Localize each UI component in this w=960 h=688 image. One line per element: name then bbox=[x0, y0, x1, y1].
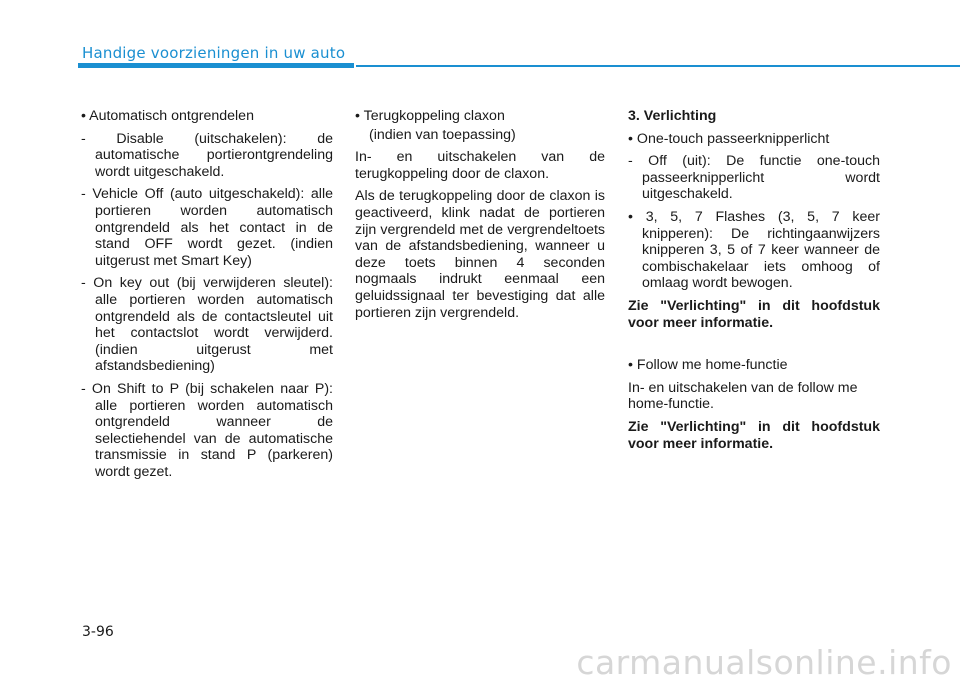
bullet-follow-me-home: • Follow me home-functie bbox=[628, 357, 788, 374]
header-rule bbox=[356, 65, 960, 67]
list-item: - Off (uit): De functie one-touch passeerknipperlicht wordt uitgeschakeld. bbox=[628, 153, 880, 203]
paragraph: Als de terugkoppeling door de claxon is geactiveerd, klink nadat de portieren zijn vergrendeld met de vergrendeltoets van de afstandsbediening, wanneer u deze toets binnen 4 seconden nogmaals indrukt eenmaal een geluidssignaal ter bevestiging dat alle portieren zijn vergrendeld. bbox=[355, 188, 605, 321]
list-item: - On Shift to P (bij schakelen naar P): alle portieren worden automatisch ontgrendeld wanneer de selectiehendel van de automatische transmissie in stand P (parkeren) wordt gezet. bbox=[81, 380, 333, 480]
list-item: - On key out (bij verwijderen sleutel): alle portieren worden automatisch ontgrendeld als de contactsleutel uit het contactslot wordt verwijderd. (indien uitgerust met afstandsbediening) bbox=[81, 275, 333, 375]
paragraph: In- en uitschakelen van de terugkoppeling door de claxon. bbox=[355, 149, 605, 182]
watermark: carmanualsonline.info bbox=[576, 643, 952, 682]
heading-lighting: 3. Verlichting bbox=[628, 108, 717, 124]
bullet-auto-unlock: • Automatisch ontgrendelen bbox=[81, 108, 254, 124]
list-item: - Vehicle Off (auto uitgeschakeld): alle portieren worden automatisch ontgrendeld als het contact in de stand OFF wordt gezet. (indien uitgerust met Smart Key) bbox=[81, 186, 333, 269]
column-horn-feedback bbox=[355, 108, 605, 327]
column-auto-unlock bbox=[81, 108, 333, 486]
note-see-lighting: Zie "Verlichting" in dit hoofdstuk voor meer informatie. bbox=[628, 297, 880, 331]
list-item: - Disable (uitschakelen): de automatische portierontgrendeling wordt uitgeschakeld. bbox=[81, 130, 333, 180]
page-number: 3-96 bbox=[82, 624, 114, 640]
column-lighting bbox=[628, 108, 880, 458]
note-see-lighting: Zie "Verlichting" in dit hoofdstuk voor meer informatie. bbox=[628, 418, 880, 452]
section-title: Handige voorzieningen in uw auto bbox=[82, 44, 346, 62]
bullet-flashes: • 3, 5, 7 Flashes (3, 5, 7 keer knipperen): De richtingaanwijzers knipperen 3, 5 of 7 keer wanneer de combischakelaar iets omhoog of omlaag wordt bewogen. bbox=[628, 208, 880, 292]
bullet-subtitle: (indien van toepassing) bbox=[369, 126, 516, 143]
bullet-horn-feedback: • Terugkoppeling claxon bbox=[355, 108, 505, 124]
paragraph: In- en uitschakelen van de follow me home-functie. bbox=[628, 379, 858, 413]
spacer bbox=[628, 337, 880, 357]
header-accent-bar bbox=[78, 63, 354, 68]
bullet-one-touch: • One-touch passeerknipperlicht bbox=[628, 130, 830, 147]
